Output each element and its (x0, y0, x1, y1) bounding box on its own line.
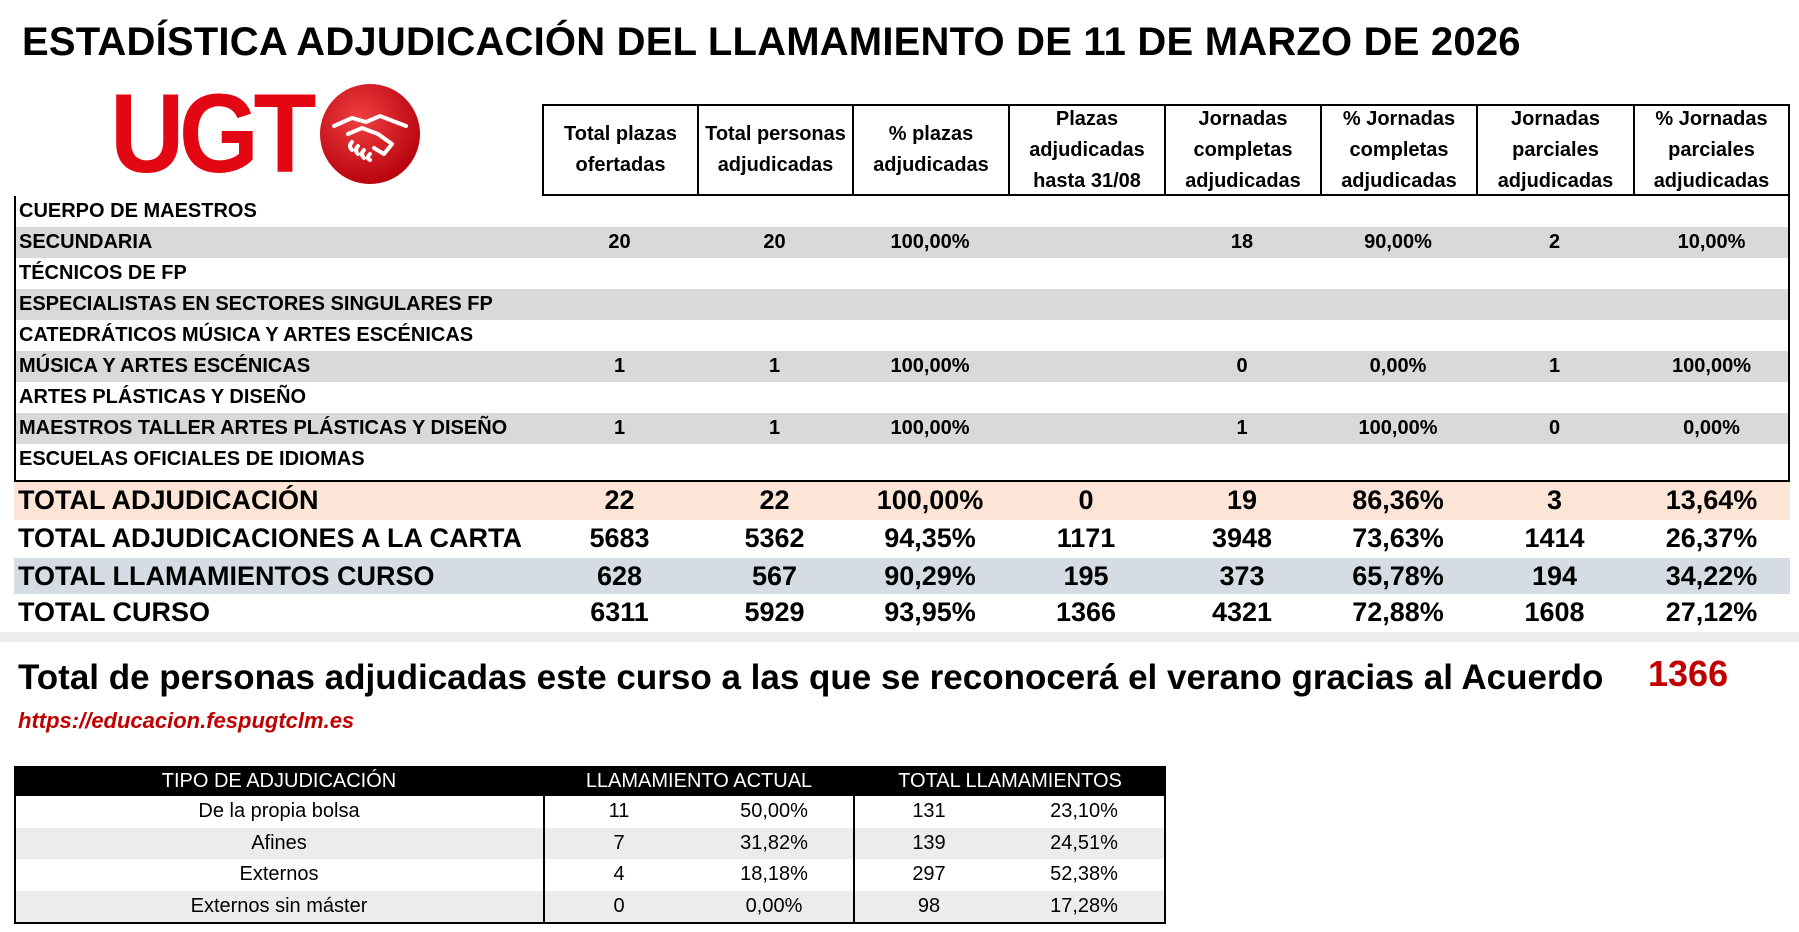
row-label: TÉCNICOS DE FP (19, 262, 187, 284)
header-pct-plazas: % plazas adjudicadas (852, 104, 1008, 196)
row-cell: 100,00% (890, 355, 970, 377)
tipo-cell-tipo: Externos sin máster (190, 894, 368, 917)
totals-cell: 567 (751, 561, 798, 591)
llamamiento-actual-header: LLAMAMIENTO ACTUAL (544, 766, 854, 796)
totals-cell: 5362 (744, 523, 805, 553)
tipo-row (14, 796, 1166, 827)
tipo-cell-tipo: Externos (239, 863, 319, 885)
totals-cell: 0 (1078, 485, 1094, 515)
ugt-logo-text: UGT (110, 71, 311, 196)
tipo-cell-actual-n: 4 (613, 863, 625, 885)
totals-cell: 100,00% (876, 485, 984, 515)
totals-cell: 373 (1219, 561, 1265, 591)
header-pct-jornadas-parciales: % Jornadas parciales adjudicadas (1633, 104, 1790, 196)
totals-cell: 6311 (590, 597, 649, 627)
tipo-cell-actual-pct: 31,82% (740, 831, 808, 854)
header-jornadas-parciales: Jornadas parciales adjudicadas (1476, 104, 1633, 196)
totals-cell: 22 (759, 485, 790, 515)
tipo-row (14, 891, 1166, 922)
row-cell: 100,00% (1358, 417, 1438, 439)
row-cell: 1 (613, 417, 626, 439)
totals-cell: 90,29% (884, 561, 976, 591)
totals-row (14, 482, 1790, 520)
tipo-adjudicacion-table (14, 766, 1166, 924)
tipo-cell-tipo: Afines (251, 831, 307, 854)
totals-cell: 5683 (589, 523, 650, 553)
table-row (16, 320, 1788, 351)
row-cell: 1 (613, 355, 626, 377)
tipo-cell-total-pct: 24,51% (1050, 831, 1118, 854)
website-link[interactable]: https://educacion.fespugtclm.es (18, 708, 355, 733)
row-cell: 2 (1548, 231, 1561, 253)
totals-cell: 628 (596, 561, 643, 591)
row-label: CATEDRÁTICOS MÚSICA Y ARTES ESCÉNICAS (19, 324, 474, 346)
table-row (16, 382, 1788, 413)
totals-cell: 26,37% (1665, 523, 1758, 553)
table-row (16, 289, 1788, 320)
row-cell: 100,00% (890, 417, 970, 439)
row-label: ESPECIALISTAS EN SECTORES SINGULARES FP (19, 293, 493, 315)
row-label: MAESTROS TALLER ARTES PLÁSTICAS Y DISEÑO (19, 417, 508, 439)
totals-cell: 1414 (1524, 523, 1585, 553)
totals-cell: 194 (1531, 561, 1578, 591)
table-row (16, 227, 1788, 258)
totals-cell: 72,88% (1352, 597, 1444, 627)
tipo-cell-actual-n: 11 (608, 800, 630, 822)
totals-cell: 86,36% (1352, 485, 1444, 515)
totals-label: TOTAL CURSO (18, 597, 211, 627)
total-llamamientos-header: TOTAL LLAMAMIENTOS (854, 766, 1166, 796)
header-plazas-hasta-3108: Plazas adjudicadas hasta 31/08 (1008, 104, 1164, 196)
tipo-row (14, 859, 1166, 890)
totals-label: TOTAL LLAMAMIENTOS CURSO (18, 561, 435, 591)
header-pct-jornadas-completas: % Jornadas completas adjudicadas (1320, 104, 1476, 196)
row-cell: 20 (763, 231, 786, 253)
totals-cell: 27,12% (1665, 597, 1758, 627)
row-cell: 0 (1548, 417, 1561, 439)
table-row (16, 351, 1788, 382)
tipo-cell-actual-pct: 18,18% (740, 863, 808, 885)
table-row (16, 196, 1788, 227)
row-cell: 10,00% (1677, 231, 1746, 253)
totals-cell: 19 (1226, 485, 1258, 515)
totals-cell: 65,78% (1352, 561, 1444, 591)
tipo-header: TIPO DE ADJUDICACIÓN (14, 766, 544, 796)
totals-cell: 3948 (1211, 523, 1273, 553)
totals-cell: 5929 (744, 597, 805, 627)
row-cell: 0,00% (1369, 355, 1427, 377)
totals-row (14, 594, 1790, 630)
row-cell: 1 (1236, 417, 1248, 439)
totals-label: TOTAL ADJUDICACIONES A LA CARTA (18, 523, 522, 553)
header-total-plazas: Total plazas ofertadas (542, 104, 697, 196)
totals-cell: 94,35% (884, 523, 976, 553)
row-cell: 100,00% (890, 231, 970, 253)
totals-cell: 3 (1546, 485, 1563, 515)
totals-cell: 1608 (1524, 597, 1585, 627)
handshake-logo-icon (318, 82, 422, 186)
tipo-cell-total-n: 297 (912, 863, 946, 885)
tipo-cell-tipo: De la propia bolsa (198, 800, 360, 822)
table-row (16, 258, 1788, 289)
row-label: CUERPO DE MAESTROS (19, 200, 257, 222)
tipo-cell-total-n: 98 (917, 894, 941, 917)
totals-row (14, 520, 1790, 558)
totals-cell: 13,64% (1665, 485, 1758, 515)
totals-cell: 1366 (1055, 597, 1117, 627)
tipo-cell-actual-n: 0 (613, 894, 625, 917)
tipo-cell-total-pct: 23,10% (1050, 800, 1118, 822)
totals-cell: 22 (604, 485, 635, 515)
tipo-cell-actual-pct: 50,00% (740, 800, 808, 822)
row-cell: 20 (608, 231, 631, 253)
tipo-cell-actual-n: 7 (613, 831, 625, 854)
row-cell: 100,00% (1672, 355, 1751, 377)
totals-label: TOTAL ADJUDICACIÓN (18, 485, 319, 515)
table-row (16, 444, 1788, 479)
row-cell: 1 (768, 355, 781, 377)
totals-cell: 93,95% (884, 597, 976, 627)
row-cell: 18 (1230, 231, 1254, 253)
tipo-cell-total-n: 131 (912, 800, 946, 822)
separator-strip (0, 632, 1799, 642)
tipo-cell-total-pct: 17,28% (1050, 894, 1118, 917)
totals-cell: 1171 (1056, 523, 1116, 553)
tipo-cell-actual-pct: 0,00% (745, 894, 803, 917)
row-label: MÚSICA Y ARTES ESCÉNICAS (19, 355, 311, 377)
totals-row (14, 558, 1790, 596)
totals-cell: 34,22% (1665, 561, 1758, 591)
totals-cell: 4321 (1211, 597, 1273, 627)
header-jornadas-completas: Jornadas completas adjudicadas (1164, 104, 1320, 196)
row-cell: 0 (1236, 355, 1248, 377)
header-total-personas: Total personas adjudicadas (697, 104, 852, 196)
row-label: SECUNDARIA (19, 231, 153, 253)
totals-cell: 73,63% (1352, 523, 1444, 553)
totals-cell: 195 (1063, 561, 1109, 591)
row-cell: 90,00% (1364, 231, 1432, 253)
row-label: ESCUELAS OFICIALES DE IDIOMAS (19, 448, 365, 470)
summary-note: Total de personas adjudicadas este curso a las que se reconocerá el verano gracias al Acuerdo (18, 658, 1604, 697)
tipo-cell-total-n: 139 (912, 831, 946, 854)
tipo-cell-total-pct: 52,38% (1050, 863, 1118, 885)
table-row (16, 413, 1788, 444)
summary-note-value: 1366 (1648, 653, 1729, 694)
row-label: ARTES PLÁSTICAS Y DISEÑO (19, 386, 307, 408)
page-title: ESTADÍSTICA ADJUDICACIÓN DEL LLAMAMIENTO DE 11 DE MARZO DE 2026 (22, 20, 1521, 64)
tipo-row (14, 828, 1166, 859)
row-cell: 1 (768, 417, 781, 439)
row-cell: 1 (1548, 355, 1561, 377)
row-cell: 0,00% (1683, 417, 1740, 439)
